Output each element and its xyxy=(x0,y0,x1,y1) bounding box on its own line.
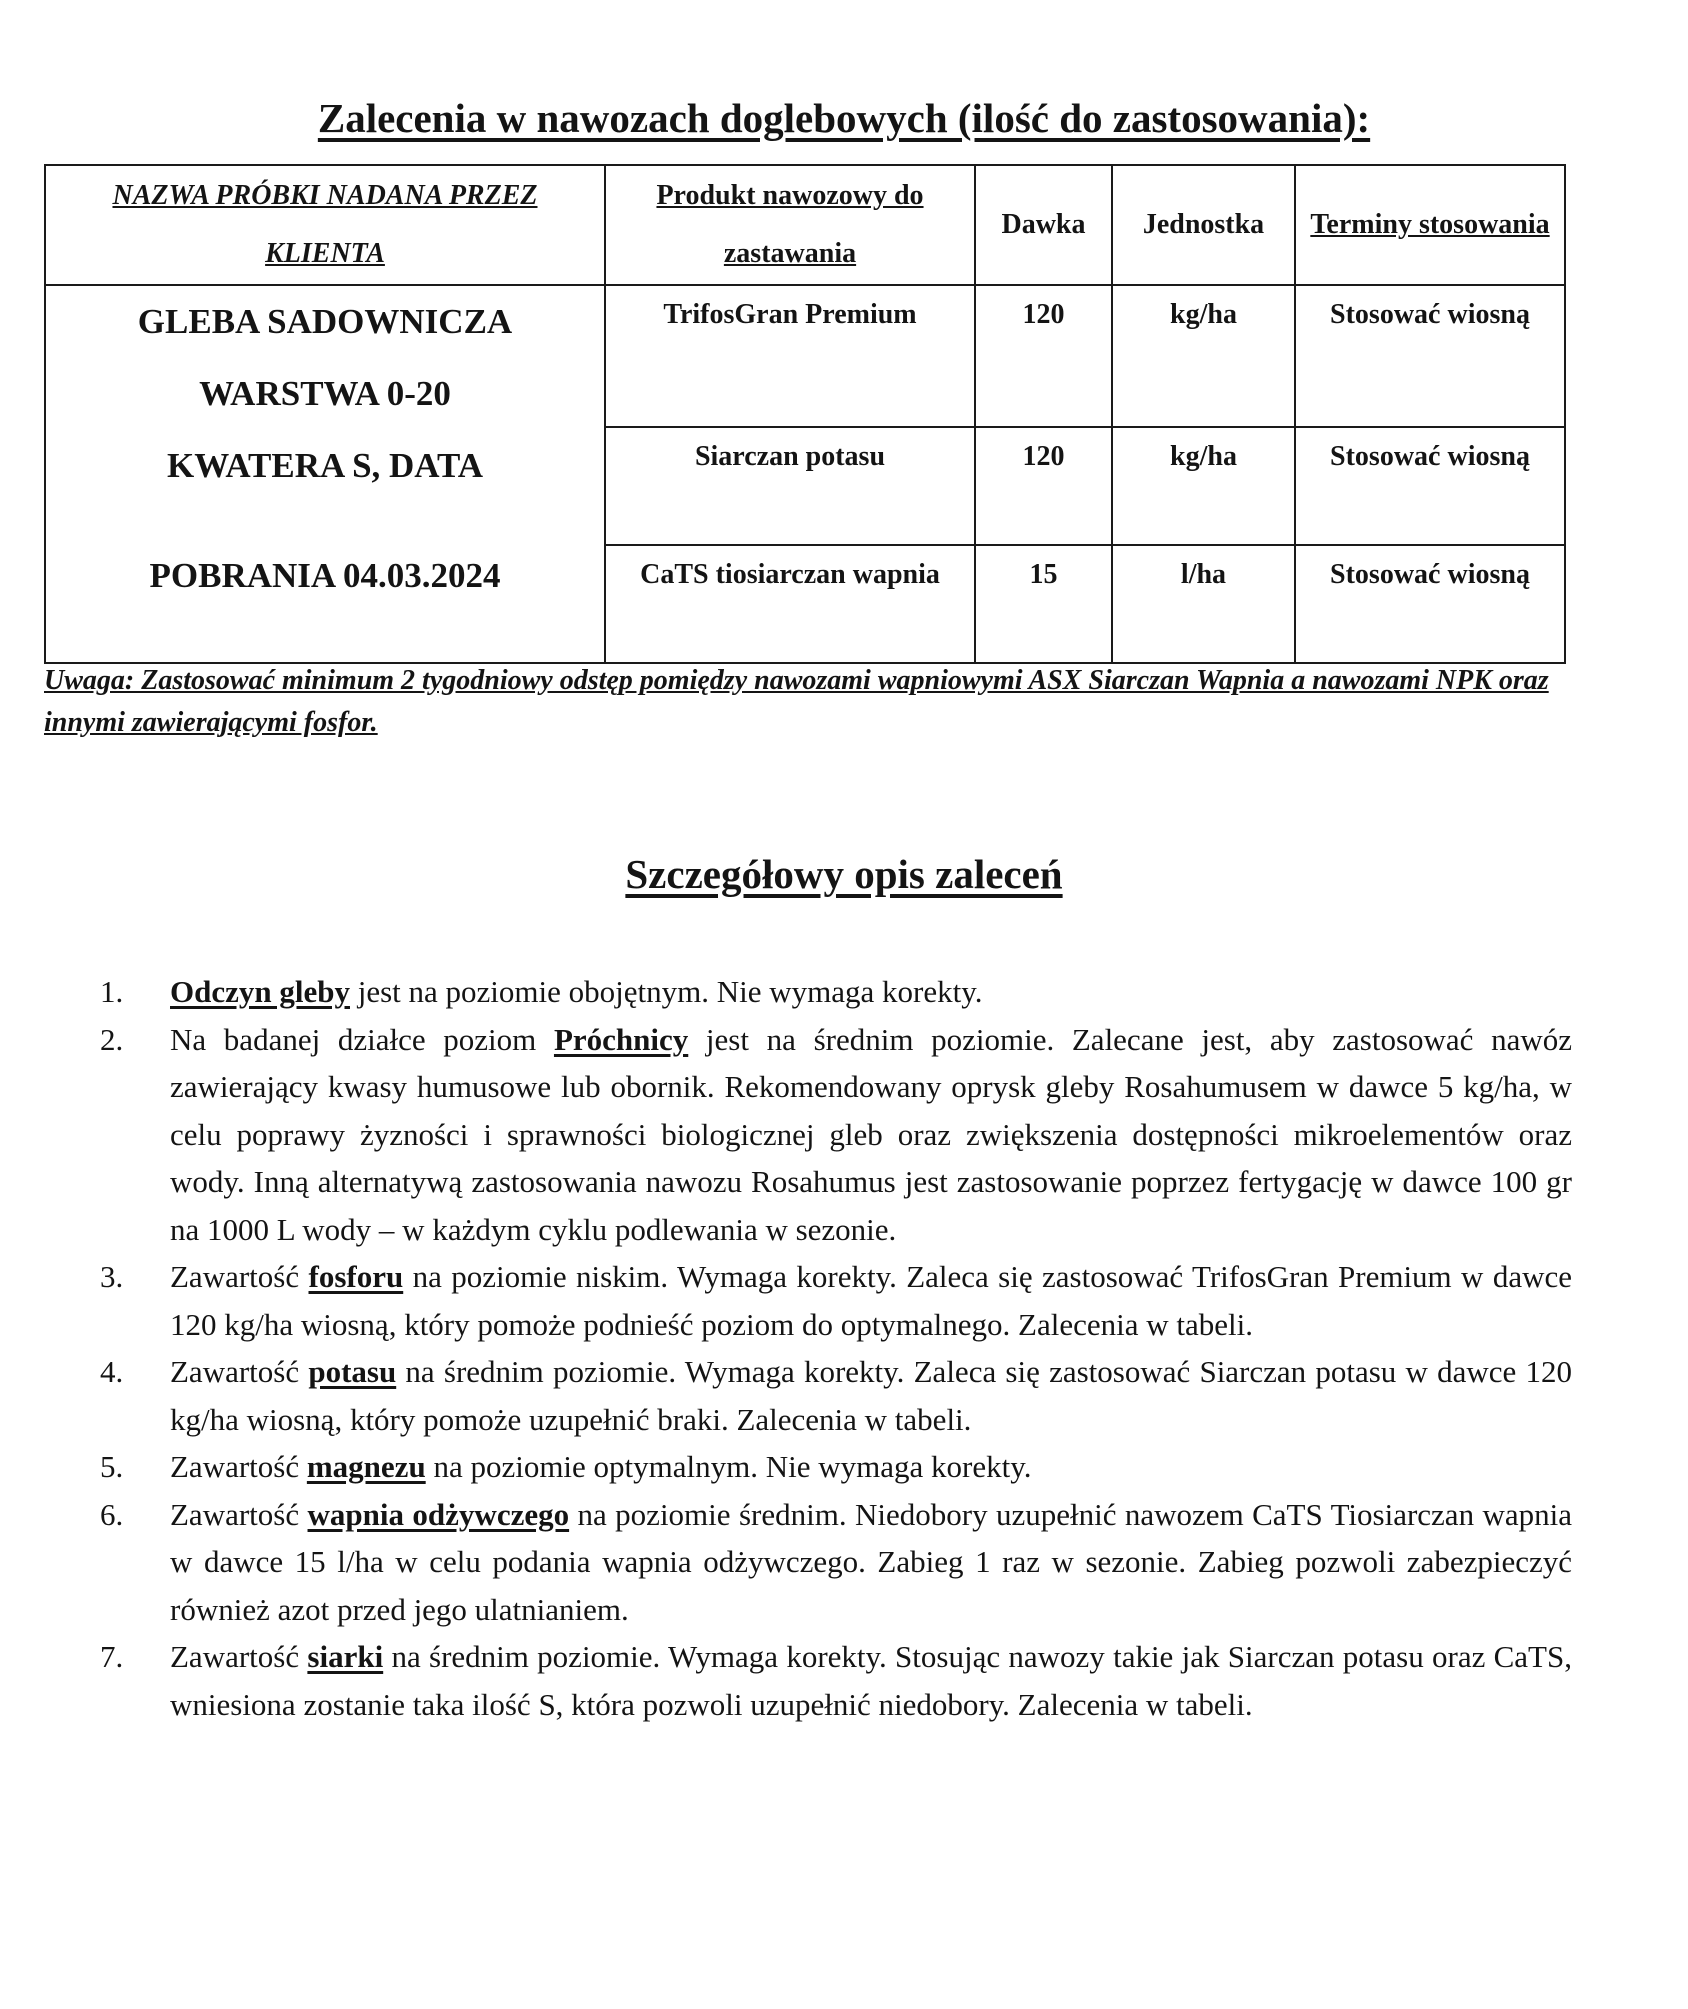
table-header-row xyxy=(45,165,1565,285)
header-dose: Dawka xyxy=(975,165,1112,285)
sample-name-cell xyxy=(45,285,605,663)
item-number: 2. xyxy=(100,1021,124,1057)
recommendations-list xyxy=(100,968,1572,1728)
sample-line: KWATERA S, DATA xyxy=(166,446,484,485)
unit-cell: kg/ha xyxy=(1112,427,1295,545)
dose-cell: 120 xyxy=(975,427,1112,545)
list-item: 3. Zawartość fosforu na poziomie niskim. Wymaga korekty. Zaleca się zastosować TrifosGran Premium w dawce 120 kg/ha wiosną, który pomoże podnieść poziom do optymalnego. Zalecenia w tabeli. xyxy=(100,1253,1572,1348)
page-title: Zalecenia w nawozach doglebowych (ilość do zastosowania): xyxy=(317,95,1371,141)
item-keyword: magnezu xyxy=(306,1449,426,1484)
section-title: Szczegółowy opis zaleceń xyxy=(625,851,1063,897)
list-item: 7. Zawartość siarki na średnim poziomie. Wymaga korekty. Stosując nawozy takie jak Siarczan potasu oraz CaTS, wniesiona zostanie taka ilość S, która pozwoli uzupełnić niedobory. Zalecenia w tabeli. xyxy=(100,1633,1572,1728)
item-number: 1. xyxy=(100,974,124,1009)
list-item: 4. Zawartość potasu na średnim poziomie. Wymaga korekty. Zaleca się zastosować Siarczan potasu w dawce 120 kg/ha wiosną, który pomoże uzupełnić braki. Zalecenia w tabeli. xyxy=(100,1348,1572,1443)
list-item: 1. Odczyn gleby jest na poziomie obojętnym. Nie wymaga korekty. xyxy=(100,968,1572,1016)
item-keyword: Odczyn gleby xyxy=(170,974,350,1009)
list-item: 6. Zawartość wapnia odżywczego na poziomie średnim. Niedobory uzupełnić nawozem CaTS Tiosiarczan wapnia w dawce 15 l/ha w celu podania wapnia odżywczego. Zabieg 1 raz w sezonie. Zabieg pozwoli zabezpieczyć również azot przed jego ulatnianiem. xyxy=(100,1491,1572,1634)
terms-cell: Stosować wiosną xyxy=(1295,545,1565,663)
sample-line: WARSTWA 0-20 xyxy=(199,374,451,413)
product-cell: TrifosGran Premium xyxy=(605,285,975,427)
header-product: Produkt nawozowy do zastawania xyxy=(605,165,975,285)
table-row xyxy=(45,285,1565,427)
item-keyword: fosforu xyxy=(308,1259,404,1294)
fertilizer-table xyxy=(44,164,1566,664)
terms-cell: Stosować wiosną xyxy=(1295,285,1565,427)
item-keyword: siarki xyxy=(307,1639,384,1674)
sample-line: POBRANIA 04.03.2024 xyxy=(149,556,501,595)
list-item: 5. Zawartość magnezu na poziomie optymalnym. Nie wymaga korekty. xyxy=(100,1443,1572,1491)
header-unit: Jednostka xyxy=(1112,165,1295,285)
unit-cell: kg/ha xyxy=(1112,285,1295,427)
header-terms: Terminy stosowania xyxy=(1295,165,1565,285)
list-item: 2. Na badanej działce poziom Próchnicy jest na średnim poziomie. Zalecane jest, aby zastosować nawóz zawierający kwasy humusowe lub obornik. Rekomendowany oprysk gleby Rosahumusem w dawce 5 kg/ha, w celu poprawy żyzności i sprawności biologicznej gleb oraz zwiększenia dostępności mikroelementów oraz wody. Inną alternatywą zastosowania nawozu Rosahumus jest zastosowanie poprzez fertygację w dawce 100 gr na 1000 L wody – w każdym cyklu podlewania w sezonie. xyxy=(100,1016,1572,1254)
unit-cell: l/ha xyxy=(1112,545,1295,663)
terms-cell: Stosować wiosną xyxy=(1295,427,1565,545)
note-text: Uwaga: Zastosować minimum 2 tygodniowy odstęp pomiędzy nawozami wapniowymi ASX Siarczan Wapnia a nawozami NPK oraz innymi zawierającymi fosfor. xyxy=(44,665,1549,738)
item-number: 7. xyxy=(100,1639,124,1674)
item-keyword: potasu xyxy=(308,1354,397,1389)
item-number: 5. xyxy=(100,1449,124,1484)
dose-cell: 15 xyxy=(975,545,1112,663)
item-number: 6. xyxy=(100,1496,124,1532)
sample-line: GLEBA SADOWNICZA xyxy=(137,302,513,341)
item-keyword: wapnia odżywczego xyxy=(307,1496,570,1532)
item-number: 3. xyxy=(100,1259,124,1294)
header-sample-name: NAZWA PRÓBKI NADANA PRZEZ KLIENTA xyxy=(45,165,605,285)
item-keyword: Próchnicy xyxy=(553,1021,689,1057)
dose-cell: 120 xyxy=(975,285,1112,427)
product-cell: Siarczan potasu xyxy=(605,427,975,545)
product-cell: CaTS tiosiarczan wapnia xyxy=(605,545,975,663)
item-number: 4. xyxy=(100,1354,124,1389)
